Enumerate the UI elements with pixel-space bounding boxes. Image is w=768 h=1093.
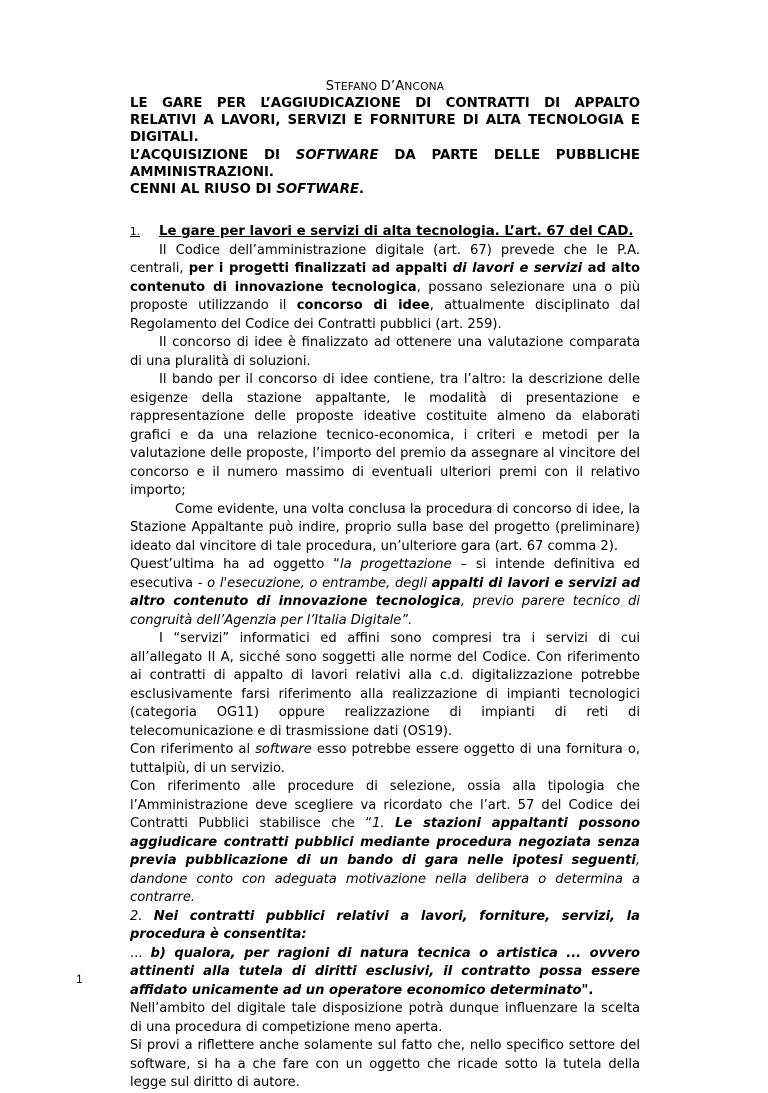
paragraph: 2. Nei contratti pubblici relativi a lavori, forniture, servizi, la procedura è consentita: (130, 908, 640, 943)
title-line-2: L’ACQUISIZIONE DI SOFTWARE DA PARTE DELLE PUBBLICHE AMMINISTRAZIONI. (130, 147, 641, 180)
paragraph: Il bando per il concorso di idee contiene, tra l’altro: la descrizione delle esigenze della stazione appaltante, le modalità di presentazione e rappresentazione delle proposte ideative costituite almeno da elaborati grafici e da una relazione tecnico-economica, i criteri e metodi per la valutazione delle proposte, l’importo del premio da assegnare al vincitore del concorso e il numero massimo di eventuali ulteriori premi con il relativo importo; (130, 372, 640, 499)
title-line-1: LE GARE PER L’AGGIUDICAZIONE DI CONTRATTI DI APPALTO RELATIVI A LAVORI, SERVIZI E FORNITURE DI ALTA TECNOLOGIA E DIGITALI. (130, 96, 640, 146)
paragraph: ... b) qualora, per ragioni di natura tecnica o artistica ... ovvero attinenti alla tutela di diritti esclusivi, il contratto possa essere affidato unicamente ad un operatore economico determinato". (130, 945, 641, 998)
page-number: 1 (76, 972, 83, 986)
paragraph: Con riferimento al software esso potrebbe essere oggetto di una fornitura o, tuttalpiù, di un servizio. (130, 742, 640, 776)
paragraph: Il Codice dell’amministrazione digitale (art. 67) prevede che le P.A. centrali, per i progetti finalizzati ad appalti di lavori e servizi ad alto contenuto di innovazione tecnologica, possano selezionare una o più proposte utilizzando il concorso di idee, attualmente disciplinato dal Regolamento del Codice dei Contratti pubblici (art. 259). (130, 242, 641, 332)
paragraph: Con riferimento alle procedure di selezione, ossia alla tipologia che l’Amministrazione deve scegliere va ricordato che l’art. 57 del Codice dei Contratti Pubblici stabilisce che “1. Le stazioni appaltanti possono aggiudicare contratti pubblici mediante procedura negoziata senza previa pubblicazione di un bando di gara nelle ipotesi seguenti, dandone conto con adeguata motivazione nella delibera o determina a contrarre. (130, 779, 640, 906)
document-body (130, 80, 640, 1093)
paragraph: Si provi a riflettere anche solamente sul fatto che, nello specifico settore del software, si ha a che fare con un oggetto che ricade sotto la tutela della legge sul diritto di autore. (130, 1038, 640, 1091)
section-title: Le gare per lavori e servizi di alta tecnologia. L’art. 67 del CAD. (159, 224, 634, 240)
document-title (130, 95, 640, 198)
paragraph: Quest’ultima ha ad oggetto “la progettazione – si intende definitiva ed esecutiva - o l'esecuzione, o entrambe, degli appalti di lavori e servizi ad altro contenuto di innovazione tecnologica, previo parere tecnico di congruità dell’Agenzia per l’Italia Digitale”. (130, 557, 640, 628)
paragraph: Il concorso di idee è finalizzato ad ottenere una valutazione comparata di una pluralità di soluzioni. (130, 335, 640, 369)
section-number: 1. (130, 226, 141, 239)
paragraph: I “servizi” informatici ed affini sono compresi tra i servizi di cui all’allegato II A, sicché sono soggetti alle norme del Codice. Con riferimento ai contratti di appalto di lavori relativi alla c.d. digitalizzazione potrebbe esclusivamente farsi riferimento alla realizzazione di impianti tecnologici (categoria OG11) oppure realizzazione di impianti di reti di telecomunicazione e di trasmissione dati (OS19). (130, 631, 640, 739)
paragraph: Nell’ambito del digitale tale disposizione potrà dunque influenzare la scelta di una procedura di competizione meno aperta. (130, 1001, 640, 1035)
title-line-3: CENNI AL RIUSO DI SOFTWARE. (130, 182, 365, 198)
paragraph: Come evidente, una volta conclusa la procedura di concorso di idee, la Stazione Appaltante può indire, proprio sulla base del progetto (preliminare) ideato dal vincitore di tale procedura, un’ulteriore gara (art. 67 comma 2). (130, 501, 640, 554)
section-heading (130, 223, 640, 242)
author-name: STEFANO D’ANCONA (325, 79, 445, 94)
